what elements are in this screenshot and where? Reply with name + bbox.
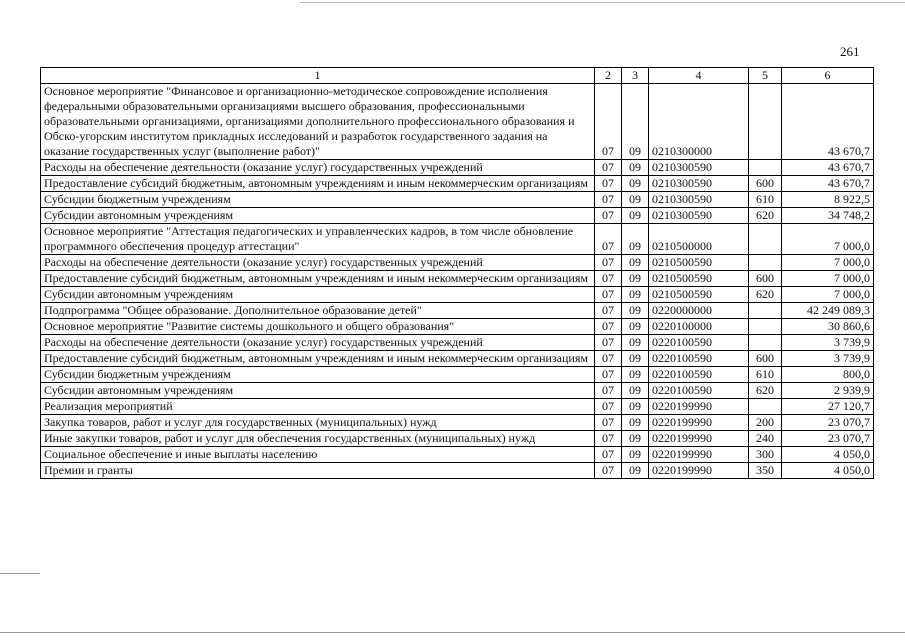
subsection-code-cell: 09 [622,160,649,176]
table-row [41,271,874,287]
section-code-cell: 07 [595,319,622,335]
target-article-cell: 0220000000 [649,303,749,319]
amount-cell: 4 050,0 [782,463,874,479]
row-name-cell: Предоставление субсидий бюджетным, автономным учреждениям и иным некоммерческим организациям [41,271,595,287]
subsection-code-cell: 09 [622,303,649,319]
target-article-cell: 0210500590 [649,287,749,303]
expense-type-cell [749,303,782,319]
target-article-cell: 0220199990 [649,447,749,463]
row-name-cell: Основное мероприятие "Развитие системы дошкольного и общего образования" [41,319,595,335]
row-name-cell: Расходы на обеспечение деятельности (оказание услуг) государственных учреждений [41,160,595,176]
expense-type-cell: 240 [749,431,782,447]
subsection-code-cell: 09 [622,192,649,208]
expense-type-cell: 620 [749,208,782,224]
section-code-cell: 07 [595,84,622,160]
expense-type-cell: 300 [749,447,782,463]
expense-type-cell [749,399,782,415]
table-row [41,383,874,399]
amount-cell: 34 748,2 [782,208,874,224]
expense-type-cell [749,160,782,176]
scan-artifact-line [0,573,40,574]
row-name-cell: Субсидии бюджетным учреждениям [41,192,595,208]
section-code-cell: 07 [595,463,622,479]
section-code-cell: 07 [595,335,622,351]
section-code-cell: 07 [595,208,622,224]
row-name-cell: Закупка товаров, работ и услуг для государственных (муниципальных) нужд [41,415,595,431]
amount-cell: 43 670,7 [782,160,874,176]
table-row [41,160,874,176]
amount-cell: 3 739,9 [782,351,874,367]
section-code-cell: 07 [595,447,622,463]
target-article-cell: 0220100590 [649,351,749,367]
column-header: 6 [782,68,874,84]
amount-cell: 43 670,7 [782,176,874,192]
table-row [41,351,874,367]
expense-type-cell [749,224,782,255]
section-code-cell: 07 [595,303,622,319]
expense-type-cell [749,255,782,271]
target-article-cell: 0220100000 [649,319,749,335]
expense-type-cell: 610 [749,192,782,208]
table-row [41,415,874,431]
column-header: 1 [41,68,595,84]
column-header: 3 [622,68,649,84]
table-row [41,192,874,208]
amount-cell: 800,0 [782,367,874,383]
expense-type-cell: 600 [749,351,782,367]
section-code-cell: 07 [595,431,622,447]
page-number: 261 [840,44,860,59]
table-row [41,208,874,224]
subsection-code-cell: 09 [622,319,649,335]
amount-cell: 43 670,7 [782,84,874,160]
subsection-code-cell: 09 [622,84,649,160]
row-name-cell: Иные закупки товаров, работ и услуг для обеспечения государственных (муниципальных) нужд [41,431,595,447]
target-article-cell: 0220100590 [649,367,749,383]
expense-type-cell: 620 [749,287,782,303]
scan-artifact-line [0,632,905,633]
amount-cell: 7 000,0 [782,224,874,255]
target-article-cell: 0210500590 [649,255,749,271]
expense-type-cell [749,84,782,160]
amount-cell: 4 050,0 [782,447,874,463]
subsection-code-cell: 09 [622,271,649,287]
expense-type-cell: 350 [749,463,782,479]
expense-type-cell: 620 [749,383,782,399]
subsection-code-cell: 09 [622,463,649,479]
expense-type-cell [749,319,782,335]
subsection-code-cell: 09 [622,399,649,415]
section-code-cell: 07 [595,224,622,255]
subsection-code-cell: 09 [622,335,649,351]
amount-cell: 8 922,5 [782,192,874,208]
subsection-code-cell: 09 [622,415,649,431]
table-row [41,431,874,447]
row-name-cell: Основное мероприятие "Аттестация педагогических и управленческих кадров, в том числе обновление программного обеспечения процедур аттестации" [41,224,595,255]
subsection-code-cell: 09 [622,383,649,399]
section-code-cell: 07 [595,367,622,383]
subsection-code-cell: 09 [622,447,649,463]
section-code-cell: 07 [595,160,622,176]
table-row [41,176,874,192]
subsection-code-cell: 09 [622,224,649,255]
table-row [41,463,874,479]
row-name-cell: Подпрограмма "Общее образование. Дополнительное образование детей" [41,303,595,319]
section-code-cell: 07 [595,255,622,271]
section-code-cell: 07 [595,399,622,415]
section-code-cell: 07 [595,192,622,208]
target-article-cell: 0220199990 [649,463,749,479]
table-row [41,255,874,271]
section-code-cell: 07 [595,383,622,399]
table-row [41,84,874,160]
target-article-cell: 0220199990 [649,415,749,431]
table-header-row [41,68,874,84]
subsection-code-cell: 09 [622,431,649,447]
amount-cell: 7 000,0 [782,255,874,271]
row-name-cell: Социальное обеспечение и иные выплаты населению [41,447,595,463]
section-code-cell: 07 [595,351,622,367]
row-name-cell: Премии и гранты [41,463,595,479]
expense-type-cell: 610 [749,367,782,383]
target-article-cell: 0220199990 [649,431,749,447]
amount-cell: 7 000,0 [782,271,874,287]
section-code-cell: 07 [595,271,622,287]
target-article-cell: 0210500590 [649,271,749,287]
row-name-cell: Предоставление субсидий бюджетным, автономным учреждениям и иным некоммерческим организациям [41,176,595,192]
table-row [41,303,874,319]
target-article-cell: 0220100590 [649,335,749,351]
amount-cell: 23 070,7 [782,415,874,431]
table-row [41,367,874,383]
amount-cell: 7 000,0 [782,287,874,303]
target-article-cell: 0210300000 [649,84,749,160]
row-name-cell: Основное мероприятие "Финансовое и организационно-методическое сопровождение исполнения федеральными образовательными организациями высшего образования, профессиональными образовательными организациями, организациями дополнительного профессионального образования и Обско-угорским институтом прикладных исследований и разработок государственного задания на оказание государственных услуг (выполнение работ)" [41,84,595,160]
section-code-cell: 07 [595,176,622,192]
row-name-cell: Предоставление субсидий бюджетным, автономным учреждениям и иным некоммерческим организациям [41,351,595,367]
subsection-code-cell: 09 [622,287,649,303]
amount-cell: 42 249 089,3 [782,303,874,319]
row-name-cell: Субсидии автономным учреждениям [41,287,595,303]
table-row [41,447,874,463]
column-header: 5 [749,68,782,84]
section-code-cell: 07 [595,415,622,431]
subsection-code-cell: 09 [622,176,649,192]
row-name-cell: Расходы на обеспечение деятельности (оказание услуг) государственных учреждений [41,255,595,271]
amount-cell: 30 860,6 [782,319,874,335]
amount-cell: 2 939,9 [782,383,874,399]
expense-type-cell: 600 [749,271,782,287]
row-name-cell: Субсидии автономным учреждениям [41,383,595,399]
table-row [41,319,874,335]
subsection-code-cell: 09 [622,351,649,367]
table-row [41,335,874,351]
row-name-cell: Расходы на обеспечение деятельности (оказание услуг) государственных учреждений [41,335,595,351]
target-article-cell: 0210300590 [649,176,749,192]
amount-cell: 27 120,7 [782,399,874,415]
table-row [41,287,874,303]
table-row [41,399,874,415]
scan-artifact-line [300,2,905,3]
row-name-cell: Субсидии бюджетным учреждениям [41,367,595,383]
target-article-cell: 0210300590 [649,192,749,208]
row-name-cell: Субсидии автономным учреждениям [41,208,595,224]
target-article-cell: 0210500000 [649,224,749,255]
target-article-cell: 0210300590 [649,160,749,176]
expense-type-cell [749,335,782,351]
table-row [41,224,874,255]
section-code-cell: 07 [595,287,622,303]
expense-type-cell: 600 [749,176,782,192]
column-header: 2 [595,68,622,84]
budget-table [40,67,874,479]
column-header: 4 [649,68,749,84]
subsection-code-cell: 09 [622,367,649,383]
amount-cell: 23 070,7 [782,431,874,447]
subsection-code-cell: 09 [622,255,649,271]
target-article-cell: 0210300590 [649,208,749,224]
row-name-cell: Реализация мероприятий [41,399,595,415]
amount-cell: 3 739,9 [782,335,874,351]
target-article-cell: 0220199990 [649,399,749,415]
expense-type-cell: 200 [749,415,782,431]
target-article-cell: 0220100590 [649,383,749,399]
subsection-code-cell: 09 [622,208,649,224]
